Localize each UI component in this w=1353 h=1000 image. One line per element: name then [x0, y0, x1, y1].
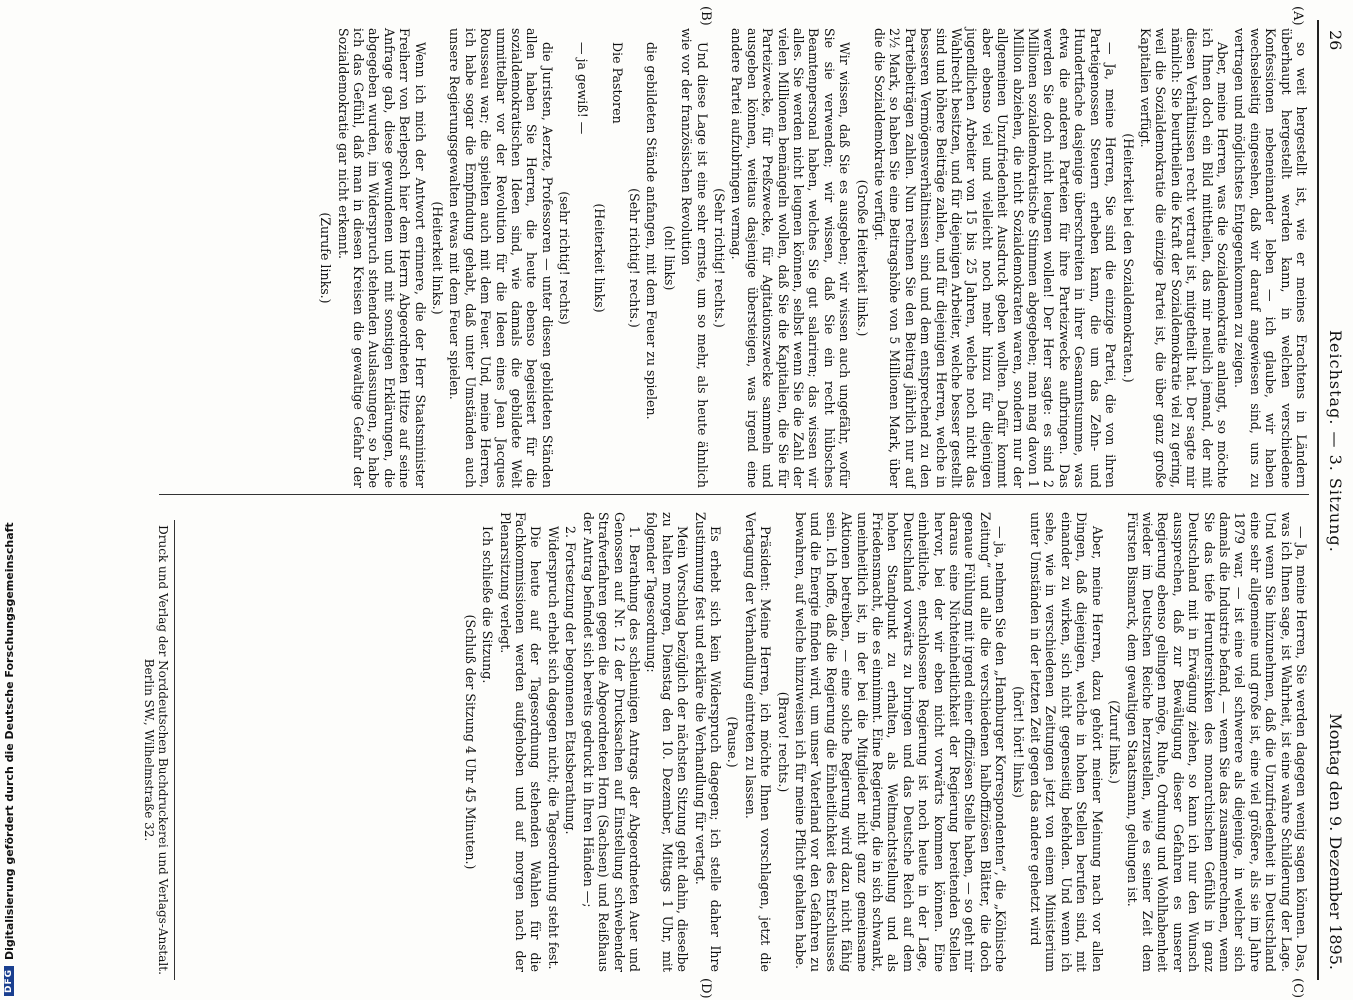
interjection: (Heiterkeit bei den Sozialdemokraten.): [1120, 133, 1136, 383]
dfg-logo-icon: DFG: [4, 966, 14, 996]
paragraph: — ja gewiß! —: [574, 42, 590, 135]
column-divider: [159, 494, 1309, 495]
paragraph: — ja, nehmen Sie den „Hamburger Korrespondenten“, die „Kölnische Zeitung“ und alle die verschiedenen halboffiziösen Blätter, die doch genaue Fühlung mit irgend einer offiziösen Stelle haben, — so geht mir daraus eine Nichteinheitlichkeit der Regierung bereitenden Stellen hervor, bei der wir eben nicht vorwärts kommen können. Eine einheitliche, entschlossene Regierung ist noch heute in der Lage, Deutschland vorwärts zu bringen und das Deutsche Reich auf dem hohen Standpunkt zu erhalten, als Weltmachtstellung und als Friedensmacht, die es einnimmt. Eine Regierung, die in sich schwankt, uneinheitlich ist, in der bei die Mitglieder nicht ganz gemeinsame Aktionen betreiben, — eine solche Regierung wird dazu nicht fähig sein. Ich hoffe, daß die Regierung die Einheitlichkeit des Entschlusses und die Energie finden wird, um unser Vaterland vor den Gefahren zu bewahren, auf welche hinzuweisen ich für meine Pflicht gehalten habe.: [793, 512, 1009, 972]
page-header: [1321, 0, 1345, 1000]
agenda-item: 2. Fortsetzung der begonnenen Etatsberathung.: [563, 526, 579, 835]
interjection: (Heiterkeit links): [592, 203, 608, 313]
interjection: (Sehr richtig! rechts.): [711, 188, 727, 328]
printer-imprint: [142, 520, 175, 980]
margin-mark-c: (C): [1290, 978, 1305, 999]
paragraph: Und diese Lage ist eine sehr ernste, um so mehr, als heute ähnlich wie vor der französischen Revolution: [679, 28, 710, 488]
paragraph: Ich schließe die Sitzung.: [480, 526, 496, 684]
margin-mark-d: (D): [698, 978, 713, 999]
interjection: (Zuruf links.): [1107, 700, 1123, 784]
paragraph: Aber, meine Herren, was die Sozialdemokratie anlangt, so möchte ich Ihnen doch ein Bild mittheilen, das mir neulich jemand, der mit diesen Verhältnissen recht vertraut ist, mitgetheilt hat. Der sagte mir nämlich: Sie beurtheilen die Kraft der Sozialdemokratie viel zu gering, weil die Sozialdemokratie die einzige Partei ist, die über ganz große Kapitalien verfügt.: [1137, 28, 1230, 488]
interjection: (Sehr richtig! rechts.): [626, 188, 642, 328]
interjection: (oh! links): [661, 225, 677, 291]
paragraph: Mein Vorschlag bezüglich der nächsten Sitzung geht dahin, dieselbe zu halten morgen, Dienstag den 10. Dezember, Mittags 1 Uhr, mit folgender Tagesordnung:: [644, 512, 691, 972]
paragraph: die gebildeten Stände anfangen, mit dem Feuer zu spielen.: [644, 42, 660, 420]
session-close-note: (Schluß der Sitzung 4 Uhr 45 Minuten.): [462, 614, 478, 870]
session-date: Montag den 9. Dezember 1895.: [1326, 713, 1345, 970]
rotated-document-page: [63, 0, 1353, 1000]
interjection: (Pause.): [725, 716, 741, 768]
interjection: (Heiterkeit links.): [430, 201, 446, 315]
interjection: (hört! hört! links): [1010, 686, 1026, 798]
paragraph: die Juristen, Aerzte, Professoren — unter diesen gebildeten Ständen allen haben Sie Herren, die heute ebenso begeistert für die sozialdemokratischen Ideen sind, wie damals die gebildete Welt unmittelbar vor der Revolution für die Ideen eines Jean Jacques Rousseau war; die spielten auch mit dem Feuer. Und, meine Herren, ich habe sogar die Empfindung gehabt, daß unter Umständen auch unsere Regierungsgewalten etwas mit dem Feuer spielen.: [447, 28, 555, 488]
paragraph: Wenn ich mich der Antwort erinnere, die der Herr Staatsminister Freiherr von Berlepsch hier dem Herrn Abgeordneten Hitze auf seine Anfrage gab, diese gewundenen und mit sonstigen Erklärungen, die abgegeben wurden, im Widerspruch stehenden Auslassungen, so habe ich das Gefühl, daß man in diesen Kreisen die gewaltige Gefahr der Sozialdemokratie gar nicht erkennt.: [335, 28, 428, 488]
paragraph: Wir wissen, daß Sie es ausgeben; wir wissen auch ungefähr, wofür Sie sie verwenden; wir wissen, daß Sie ein recht hübsches Beamtenpersonal haben, welches Sie gut salariren; das wissen wir alles. Sie werden nicht leugnen können, selbst wenn Sie die Zahl der vielen Millionen bemängeln wollen, daß Sie die Kapitalien, die Sie für Parteizwecke, für Preßzwecke, für Agitationszwecke sammeln und ausgeben können, weitaus dasjenige übersteigen, was irgend eine andere Partei aufzubringen vermag.: [729, 28, 853, 488]
interjection: (Zurufe links.): [318, 212, 334, 304]
margin-mark-b: (B): [698, 6, 713, 26]
interjection: (sehr richtig! rechts): [557, 191, 573, 325]
margin-mark-a: (A): [1290, 6, 1305, 26]
header-rule: [1317, 20, 1319, 980]
paragraph: Aber, meine Herren, dazu gehört meiner Meinung nach vor allen Dingen, daß diejenigen, welche in hohen Stellen berufen sind, mit einander zu wirken, sich nicht gegenseitig befehden. Und wenn ich sehe, wie in verschiedenen Zeitungen jetzt von einem Ministerium unter Umständen in der letzten Zeit gegen das andere gehetzt wird: [1028, 512, 1105, 972]
paragraph: Die heute auf der Tagesordnung stehenden Wahlen für die Fachkommissionen werden aufgehoben und auf morgen nach der Plenarsitzung verlegt.: [497, 512, 544, 972]
page-number: 26: [1326, 30, 1345, 51]
imprint-line: Berlin SW., Wilhelmstraße 32.: [142, 658, 156, 842]
paragraph: Widerspruch erhebt sich dagegen nicht; die Tagesordnung steht fest.: [545, 526, 561, 970]
president-statement: Präsident: Meine Herren, ich möchte Ihnen vorschlagen, jetzt die Vertagung der Verhandlung eintreten zu lassen.: [742, 512, 774, 972]
page-title: Reichstag. — 3. Sitzung.: [1326, 330, 1345, 553]
funding-note: [0, 0, 18, 996]
interjection: (Große Heiterkeit links.): [854, 179, 870, 337]
funding-text: Digitalisierung gefördert durch die Deutsche Forschungsgemeinschaft: [2, 522, 16, 960]
imprint-line: Druck und Verlag der Norddeutschen Buchdruckerei und Verlags-Anstalt.: [156, 525, 170, 975]
paragraph: — Ja, meine Herren, Sie werden dagegen wenig sagen können. Das, was ich Ihnen sage, ist Wahrheit, ist eine wahre Schilderung der Lage. Und wenn Sie hinzunehmen, daß die Unzufriedenheit in Deutschland eine sehr allgemeine und große ist, eine viel größere, als sie im Jahre 1879 war, — ist eine viel schwerere als diejenige, in welcher sich damals die Industrie befand, — wenn Sie das zusammenrechnen, wenn Sie das tiefe Heruntersinken des monarchischen Gefühls in ganz Deutschland mit in Erwägung ziehen, so kann ich nur den Wunsch aussprechen, daß zur Bewältigung dieser Gefahren es unserer Regierung ebenso gelingen möge, Ruhe, Ordnung und Wohlhabenheit wieder im Deutschen Reiche herzustellen, wie es seiner Zeit dem Fürsten Bismarck, dem gewaltigen Staatsmann, gelungen ist.: [1124, 512, 1309, 972]
paragraph: so weit hergestellt ist, wie er meines Erachtens in Ländern überhaupt hergestellt werden kann, in welchen verschiedene Konfessionen nebeneinander leben — ich glaube, wir haben wechselseitig eingesehen, daß wir darauf angewiesen sind, uns zu vertragen und möglichstes Entgegenkommen zu zeigen.: [1232, 28, 1309, 488]
paragraph: Die Pastoren: [609, 42, 625, 124]
agenda-item: 1. Berathung des schleunigen Antrags der Abgeordneten Auer und Genossen auf Nr. 12 der Drucksachen auf Einstellung schwebender Strafverfahren gegen die Abgeordneten Horn (Sachsen) und Reißhaus der Antrag befindet sich bereits gedruckt in Ihren Händen —;: [580, 512, 642, 972]
paragraph: — Ja, meine Herren, Sie sind die einzige Partei, die von ihren Parteigenossen Steuern erheben kann, die um das Zehn- und Hundertfache dasjenige überschreiten in ihrer Gesammtsumme, was etwa die anderen Parteien für ihre Parteizwecke aufbringen. Das werden Sie doch nicht leugnen wollen! Der Herr sagte: es sind 2 Millionen sozialdemokratische Stimmen abgegeben; man mag davon 1 Million abziehen, die nicht Sozialdemokraten waren, sondern nur der allgemeinen Unzufriedenheit Ausdruck geben wollten. Dafür kommt aber ebenso viel und vielleicht noch mehr hinzu für diejenigen jugendlichen Arbeiter von 15 bis 25 Jahren, welche noch nicht das Wahlrecht besitzen, und für diejenigen Arbeiter, welche besser gestellt sind und höhere Beiträge zahlen, und für diejenigen Herren, welche in besseren Vermögensverhältnissen sind und dem entsprechend zu den Parteibeiträgen zahlen. Nun rechnen Sie den Beitrag jährlich nur auf 2½ Mark, so haben Sie eine Beitragshöhe von 5 Millionen Mark, über die die Sozialdemokratie verfügt.: [872, 28, 1119, 488]
right-text-column: [460, 512, 1309, 972]
paragraph: Es erhebt sich kein Widerspruch dagegen; ich stelle daher Ihre Zustimmung fest und erkläre die Verhandlung für vertagt.: [692, 512, 723, 972]
interjection: (Bravo! rechts.): [775, 691, 791, 793]
left-text-column: [316, 28, 1309, 488]
